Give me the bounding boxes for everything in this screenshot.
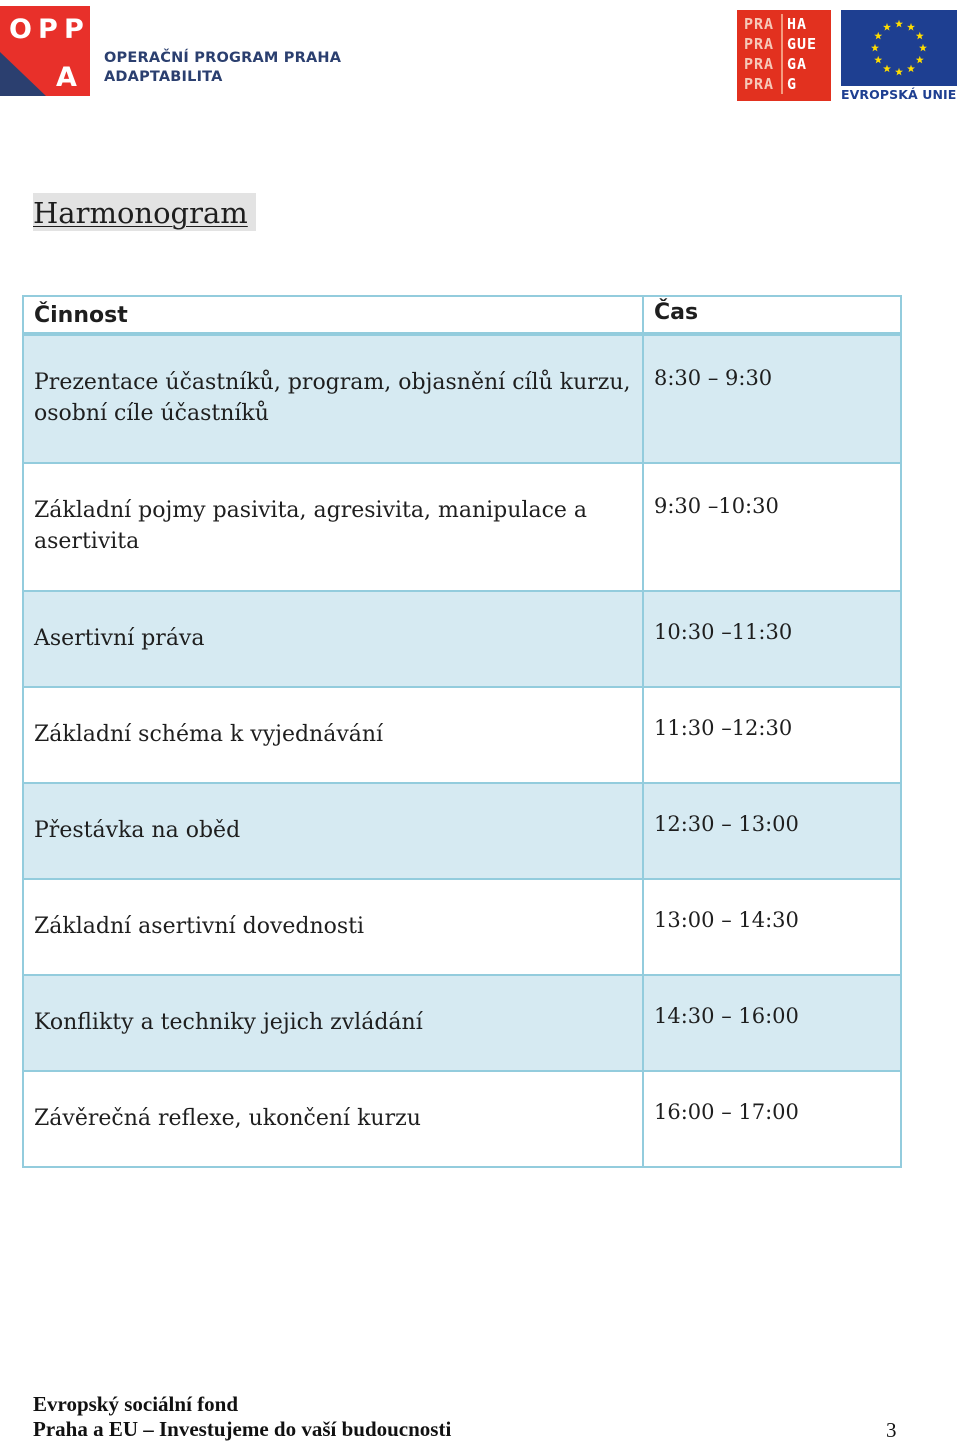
column-header-activity: Činnost xyxy=(23,296,643,334)
table-row xyxy=(23,1071,901,1167)
eu-label: EVROPSKÁ UNIE xyxy=(841,87,957,102)
praha-logo-text: G xyxy=(787,75,798,93)
praha-logo xyxy=(737,10,831,101)
oppa-logo xyxy=(0,6,90,96)
activity-cell: Základní schéma k vyjednávání xyxy=(23,687,643,783)
praha-logo-right-column xyxy=(787,14,817,94)
table-row xyxy=(23,334,901,463)
oppa-letter-a: A xyxy=(56,62,77,93)
table-header-row xyxy=(23,296,901,334)
praha-logo-left-column xyxy=(744,14,774,94)
page-number: 3 xyxy=(886,1418,897,1442)
activity-cell: Základní pojmy pasivita, agresivita, manipulace a asertivita xyxy=(23,463,643,591)
oppa-title xyxy=(104,49,341,87)
time-cell: 11:30 –12:30 xyxy=(643,687,901,783)
praha-logo-text: GA xyxy=(787,55,808,73)
activity-cell: Konflikty a techniky jejich zvládání xyxy=(23,975,643,1071)
oppa-letter-p2: P xyxy=(64,14,84,45)
oppa-letter-p1: P xyxy=(38,14,58,45)
praha-logo-text: GUE xyxy=(787,35,818,53)
page-title: Harmonogram xyxy=(33,193,256,231)
eu-flag-icon xyxy=(841,10,957,86)
praha-logo-text: HA xyxy=(787,15,808,33)
oppa-title-line1: OPERAČNÍ PROGRAM PRAHA xyxy=(104,50,342,66)
praha-logo-text: PRA xyxy=(744,35,775,53)
time-cell: 10:30 –11:30 xyxy=(643,591,901,687)
table-row xyxy=(23,591,901,687)
time-cell: 8:30 – 9:30 xyxy=(643,334,901,463)
activity-cell: Závěrečná reflexe, ukončení kurzu xyxy=(23,1071,643,1167)
column-header-time: Čas xyxy=(643,296,901,334)
footer-line2: Praha a EU – Investujeme do vaší budoucnosti xyxy=(33,1417,452,1441)
footer-line1: Evropský sociální fond xyxy=(33,1392,239,1416)
activity-cell: Asertivní práva xyxy=(23,591,643,687)
time-cell: 16:00 – 17:00 xyxy=(643,1071,901,1167)
activity-cell: Přestávka na oběd xyxy=(23,783,643,879)
time-cell: 9:30 –10:30 xyxy=(643,463,901,591)
schedule-table xyxy=(22,295,902,1168)
time-cell: 14:30 – 16:00 xyxy=(643,975,901,1071)
praha-logo-text: PRA xyxy=(744,75,775,93)
table-row xyxy=(23,975,901,1071)
praha-logo-divider xyxy=(781,14,783,94)
activity-cell: Základní asertivní dovednosti xyxy=(23,879,643,975)
oppa-title-line2: ADAPTABILITA xyxy=(104,69,223,85)
time-cell: 13:00 – 14:30 xyxy=(643,879,901,975)
time-cell: 12:30 – 13:00 xyxy=(643,783,901,879)
praha-logo-text: PRA xyxy=(744,15,775,33)
footer xyxy=(33,1392,451,1442)
activity-cell: Prezentace účastníků, program, objasnění cílů kurzu, osobní cíle účastníků xyxy=(23,334,643,463)
table-row xyxy=(23,463,901,591)
table-row xyxy=(23,783,901,879)
table-row xyxy=(23,879,901,975)
praha-logo-text: PRA xyxy=(744,55,775,73)
table-row xyxy=(23,687,901,783)
oppa-letter-o: O xyxy=(9,14,32,45)
